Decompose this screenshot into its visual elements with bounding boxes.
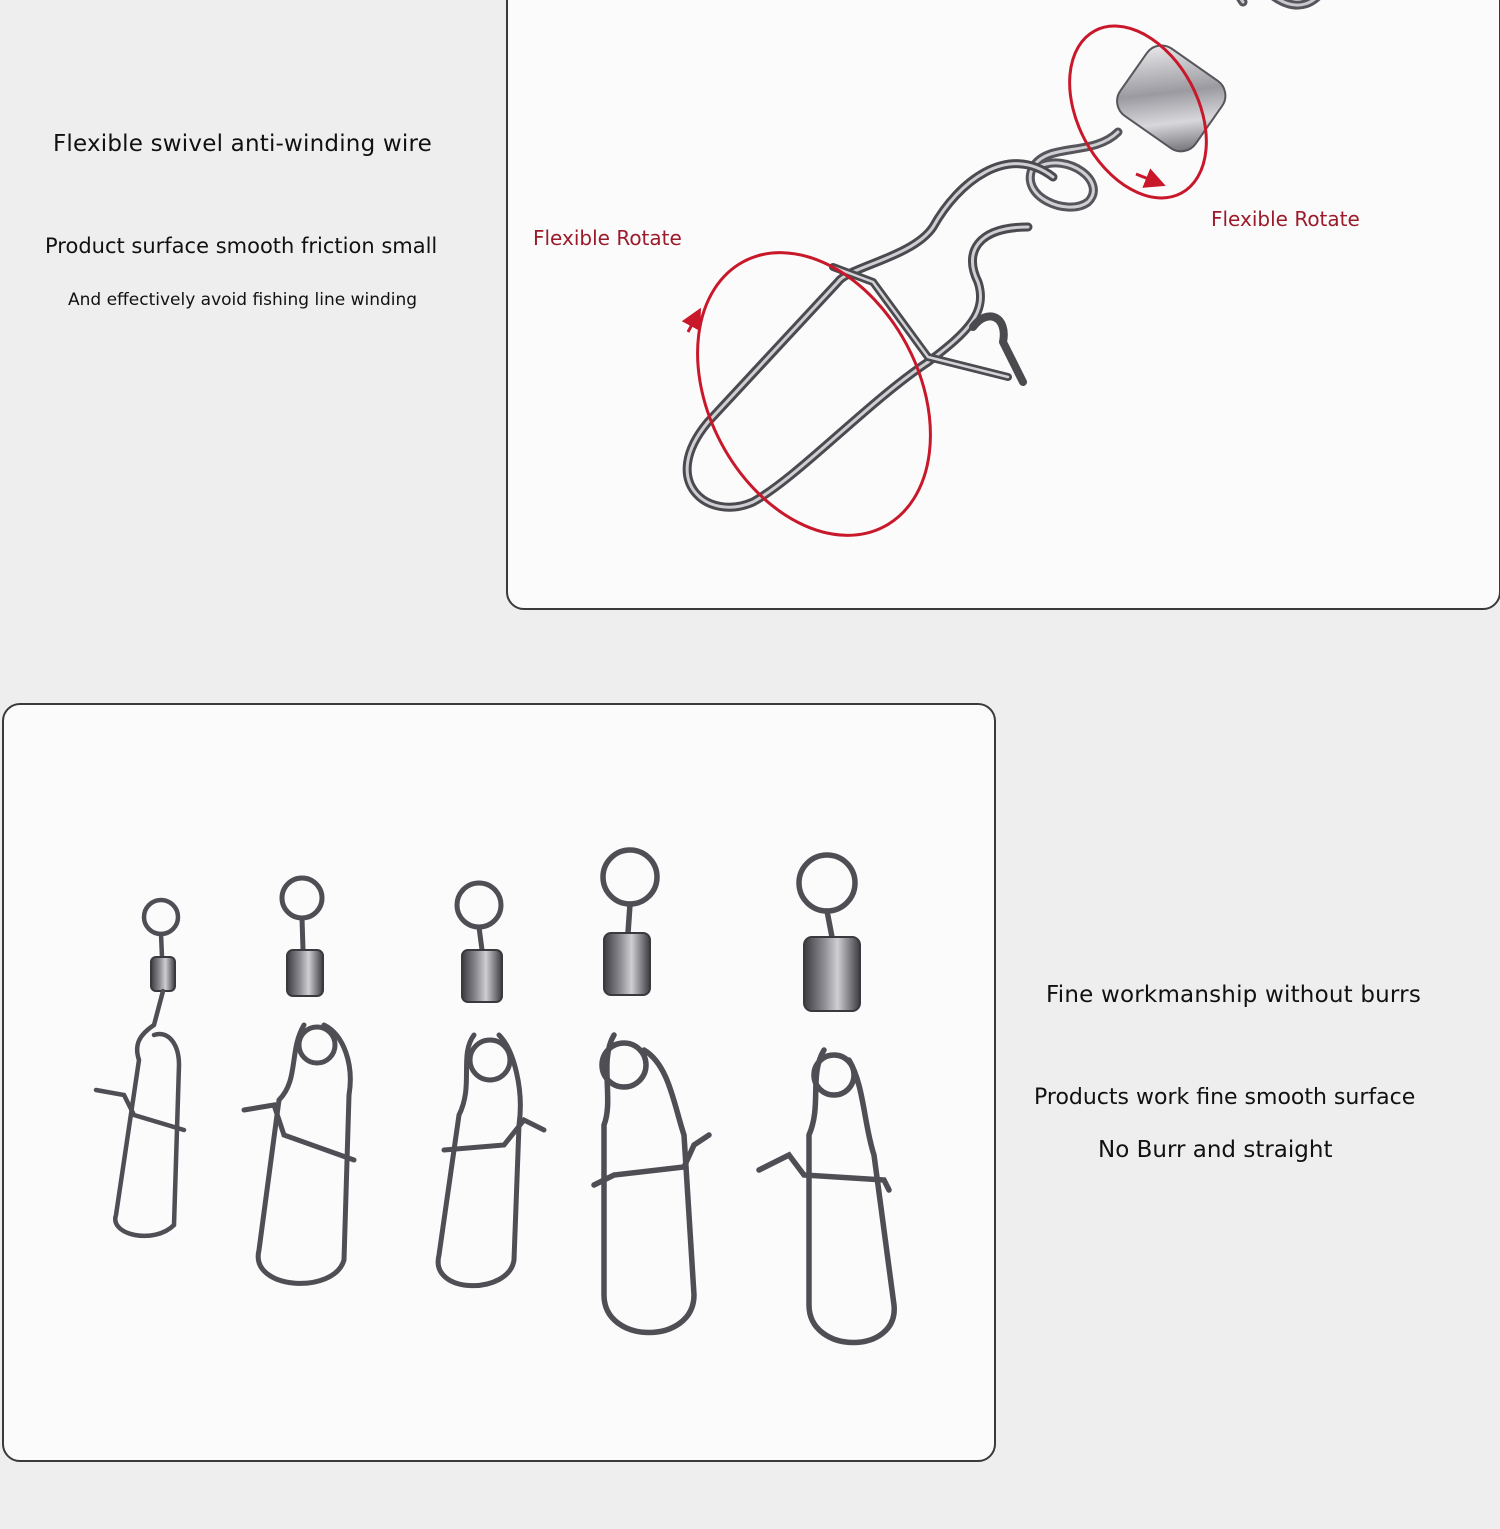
- rotate-label-left: Flexible Rotate: [533, 226, 682, 250]
- snap-swivel-4: [594, 850, 709, 1333]
- snap-swivel-2: [244, 878, 354, 1283]
- workmanship-line-1: Products work fine smooth surface: [1034, 1085, 1416, 1110]
- swivel-rotation-image: [506, 0, 1500, 610]
- snap-swivel-closeup-illustration: [508, 0, 1499, 608]
- snap-swivel-3: [438, 883, 544, 1286]
- workmanship-line-2: No Burr and straight: [1098, 1137, 1333, 1163]
- snap-swivel-1: [96, 900, 184, 1236]
- swivel-top-wire: [1238, 0, 1328, 5]
- workmanship-feature-text: [1000, 960, 1500, 1200]
- rotation-indicator-lower: [651, 212, 977, 575]
- swivel-line-1: Product surface smooth friction small: [45, 234, 438, 258]
- workmanship-heading: Fine workmanship without burrs: [1046, 982, 1422, 1008]
- swivel-line-2: And effectively avoid fishing line winding: [68, 290, 418, 310]
- snaps-lineup-image: [2, 703, 996, 1462]
- rotate-label-right: Flexible Rotate: [1211, 207, 1360, 231]
- snap-swivels-lineup-illustration: [4, 705, 994, 1460]
- swivel-heading: Flexible swivel anti-winding wire: [53, 131, 433, 157]
- snap-swivel-5: [759, 855, 894, 1343]
- snap-clip: [687, 164, 1053, 508]
- swivel-feature-text: [0, 0, 500, 340]
